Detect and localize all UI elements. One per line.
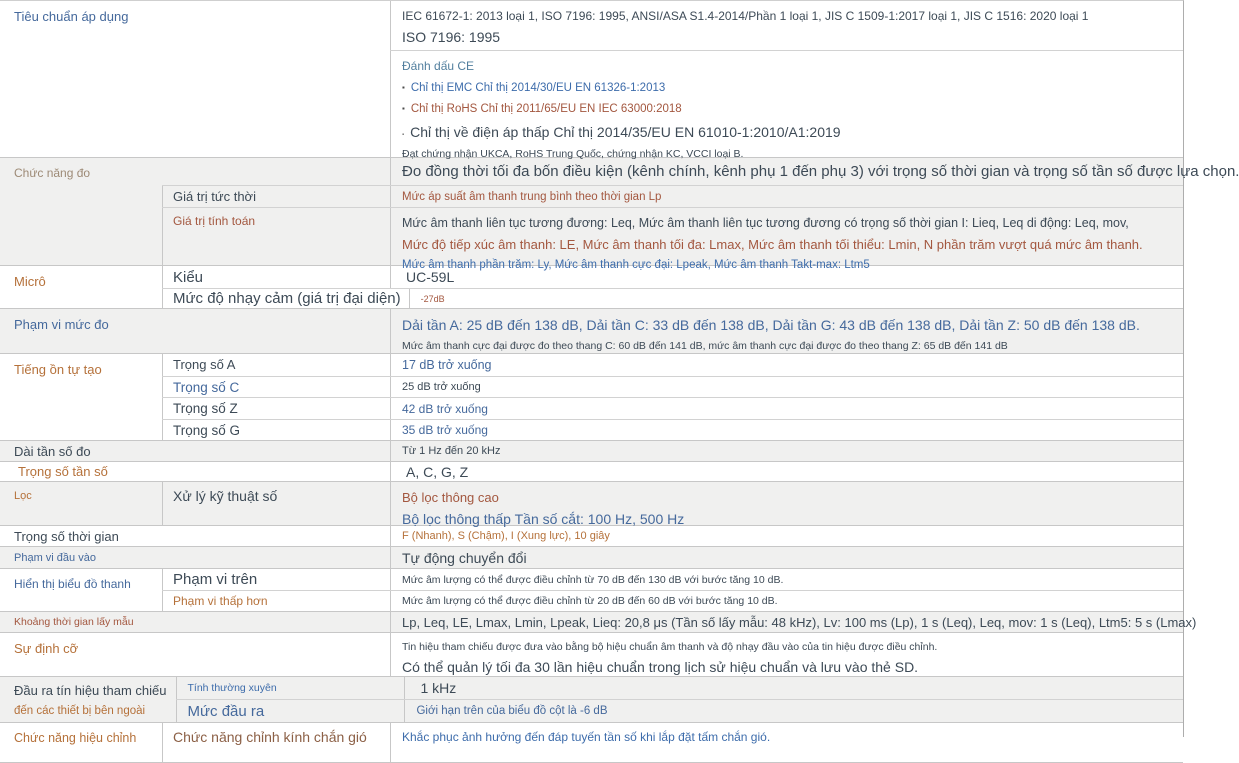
- label-microphone: Micrô: [14, 274, 46, 289]
- ce-marking-block: [390, 51, 1183, 160]
- row-sampling-interval: [0, 612, 1197, 633]
- label-filter: Lọc: [14, 490, 32, 502]
- row-self-noise: [0, 354, 1183, 441]
- standards-line2: ISO 7196: 1995: [402, 29, 501, 45]
- measurement-description: Đo đồng thời tối đa bốn điều kiện (kênh chính, kênh phụ 1 đến phụ 3) với trọng số thời gian và trọng số tần số được lựa chọn.: [390, 158, 1183, 185]
- label-weighting-g: Trọng số G: [162, 420, 390, 440]
- row-standards: [0, 1, 1183, 158]
- label-mic-sensitivity: Mức độ nhạy cảm (giá trị đại diện): [162, 289, 409, 308]
- ce-item-text: Chỉ thị RoHS Chỉ thị 2011/65/EU EN IEC 63000:2018: [410, 103, 682, 115]
- ce-item-text: Chỉ thị EMC Chỉ thị 2014/30/EU EN 61326-1:2013: [410, 82, 666, 94]
- empty-cell: [162, 158, 390, 185]
- label-level-range: Phạm vi mức đo: [14, 317, 109, 332]
- standards-note: Đạt chứng nhận UKCA, RoHS Trung Quốc, chứng nhận KC, VCCI loại B.: [402, 148, 744, 160]
- label-output-level: Mức đầu ra: [176, 700, 404, 722]
- filter-line1: Bộ lọc thông cao: [402, 490, 499, 505]
- label-mic-type: Kiểu: [162, 266, 390, 288]
- row-frequency-weighting: [0, 462, 1183, 482]
- time-weighting-value: F (Nhanh), S (Chậm), I (Xung lực), 10 giây: [390, 526, 1183, 546]
- ce-item-text: Chỉ thị về điện áp thấp Chỉ thị 2014/35/EU EN 61010-1:2010/A1:2019: [410, 124, 841, 140]
- reference-output-label-line1: Đầu ra tín hiệu tham chiếu: [14, 683, 167, 698]
- label-bargraph: Hiển thị biểu đồ thanh: [14, 577, 131, 591]
- label-upper-range: Phạm vi trên: [162, 569, 390, 590]
- ce-title: Đánh dấu CE: [402, 59, 475, 73]
- label-lower-range: Phạm vi thấp hơn: [162, 591, 390, 611]
- label-standards: Tiêu chuẩn áp dụng: [14, 9, 129, 24]
- row-frequency-range: [0, 441, 1183, 462]
- row-correction: [0, 723, 1183, 763]
- square-bullet-icon: ▪: [402, 132, 405, 138]
- mic-sensitivity-value: -27dB: [409, 289, 1183, 308]
- label-correction: Chức năng hiệu chỉnh: [14, 731, 137, 745]
- row-calibration: [0, 633, 1183, 677]
- ce-item-lvd: [402, 124, 1171, 140]
- row-input-range: [0, 547, 1183, 569]
- weighting-z-value: 42 dB trở xuống: [390, 398, 1183, 419]
- label-frequency: Tính thường xuyên: [176, 677, 404, 699]
- label-input-range: Phạm vi đầu vào: [14, 551, 96, 564]
- square-bullet-icon: ▪: [402, 104, 405, 113]
- frequency-value: 1 kHz: [404, 677, 1183, 699]
- calculated-values: [390, 208, 1183, 271]
- mic-type-value: UC-59L: [390, 266, 1183, 288]
- row-level-range: [0, 309, 1183, 354]
- weighting-a-value: 17 dB trở xuống: [390, 354, 1183, 376]
- label-calculated-value: Giá trị tính toán: [162, 208, 390, 265]
- ce-item-emc: [402, 82, 1171, 94]
- label-frequency-range: Dài tần số đo: [14, 443, 91, 459]
- square-bullet-icon: ▪: [402, 83, 405, 92]
- label-sampling-interval: Khoảng thời gian lấy mẫu: [14, 616, 134, 628]
- row-measurement-functions: [0, 158, 1239, 271]
- label-digital-processing: Xử lý kỹ thuật số: [162, 482, 390, 526]
- calc-line3: Mức âm thanh phần trăm: Ly, Mức âm thanh cực đại: Lpeak, Mức âm thanh Takt-max: Ltm5: [402, 259, 870, 271]
- label-windscreen-correction: Chức năng chỉnh kính chắn gió: [162, 723, 390, 762]
- label-instant-value: Giá trị tức thời: [162, 186, 390, 207]
- weighting-c-value: 25 dB trở xuống: [390, 377, 1183, 398]
- instant-value: Mức áp suất âm thanh trung bình theo thời gian Lp: [390, 186, 1183, 207]
- label-reference-output: [0, 677, 176, 722]
- row-bargraph: [0, 569, 1183, 612]
- row-reference-output: [0, 677, 1183, 723]
- frequency-range-value: Từ 1 Hz đến 20 kHz: [390, 441, 1183, 461]
- lower-range-value: Mức âm lượng có thể được điều chỉnh từ 20 dB đến 60 dB với bước tăng 10 dB.: [390, 591, 1183, 611]
- label-calibration: Sự định cỡ: [14, 641, 79, 656]
- calc-line2: Mức độ tiếp xúc âm thanh: LE, Mức âm thanh tối đa: Lmax, Mức âm thanh tối thiểu: Lmin, N phần trăm vượt quá mức âm thanh.: [402, 237, 1143, 252]
- label-self-noise: Tiếng ồn tự tạo: [14, 362, 102, 377]
- standards-values: [390, 1, 1183, 50]
- filter-line2: Bộ lọc thông thấp Tần số cắt: 100 Hz, 500 Hz: [402, 511, 685, 527]
- reference-output-label-line2: đến các thiết bị bên ngoài: [14, 705, 146, 717]
- level-range-values: [390, 309, 1183, 353]
- upper-range-value: Mức âm lượng có thể được điều chỉnh từ 70 dB đến 130 dB với bước tăng 10 dB.: [390, 569, 1183, 590]
- label-weighting-a: Trọng số A: [162, 354, 390, 376]
- level-range-line2: Mức âm thanh cực đại được đo theo thang C: 60 dB đến 141 dB, mức âm thanh cực đại được đo theo thang Z: 65 dB đến 141 dB: [402, 340, 1008, 352]
- calc-line1: Mức âm thanh liên tục tương đương: Leq, Mức âm thanh liên tục tương đương có trọng số thời gian I: Lieq, Leq di động: Leq, mov,: [402, 216, 1129, 230]
- row-time-weighting: [0, 526, 1183, 547]
- calibration-line2: Có thể quản lý tối đa 30 lần hiệu chuẩn trong lịch sử hiệu chuẩn và lưu vào thẻ SD.: [402, 659, 919, 675]
- input-range-value: Tự động chuyển đổi: [390, 547, 1183, 568]
- calibration-values: [390, 633, 1183, 676]
- calibration-line1: Tin hiệu tham chiếu được đưa vào bằng bộ hiệu chuẩn âm thanh và độ nhạy đầu vào của tin hiệu được điều chỉnh.: [402, 641, 938, 653]
- level-range-line1: Dải tần A: 25 dB đến 138 dB, Dải tần C: 33 dB đến 138 dB, Dải tần G: 43 dB đến 138 dB, Dải tần Z: 50 dB đến 138 dB.: [402, 317, 1140, 333]
- sampling-interval-value: Lp, Leq, LE, Lmax, Lmin, Lpeak, Lieq: 20,8 μs (Tần số lấy mẫu: 48 kHz), Lv: 100 ms (Lp), 1 s (Leq), Leq, mov: 1 s (Leq), Ltm5: 5 s (Lmax): [390, 612, 1183, 632]
- weighting-g-value: 35 dB trở xuống: [390, 420, 1183, 440]
- row-microphone: [0, 266, 1183, 309]
- filter-values: [390, 482, 1183, 526]
- windscreen-correction-value: Khắc phục ảnh hưởng đến đáp tuyến tần số khi lắp đặt tấm chắn gió.: [390, 723, 1183, 762]
- label-measurement-functions: Chức năng đo: [14, 166, 91, 180]
- label-weighting-c: Trọng số C: [162, 377, 390, 398]
- label-frequency-weighting: Trọng số tần số: [18, 464, 108, 479]
- ce-item-rohs: [402, 103, 1171, 115]
- row-filter: [0, 482, 1183, 526]
- frequency-weighting-value: A, C, G, Z: [390, 462, 1183, 481]
- label-weighting-z: Trọng số Z: [162, 398, 390, 419]
- standards-line1: IEC 61672-1: 2013 loại 1, ISO 7196: 1995, ANSI/ASA S1.4-2014/Phần 1 loại 1, JIS C 1509-1:2017 loại 1, JIS C 1516: 2020 loại 1: [402, 9, 1089, 23]
- label-time-weighting: Trọng số thời gian: [14, 528, 119, 544]
- output-level-value: Giới hạn trên của biểu đồ cột là -6 dB: [404, 700, 1183, 722]
